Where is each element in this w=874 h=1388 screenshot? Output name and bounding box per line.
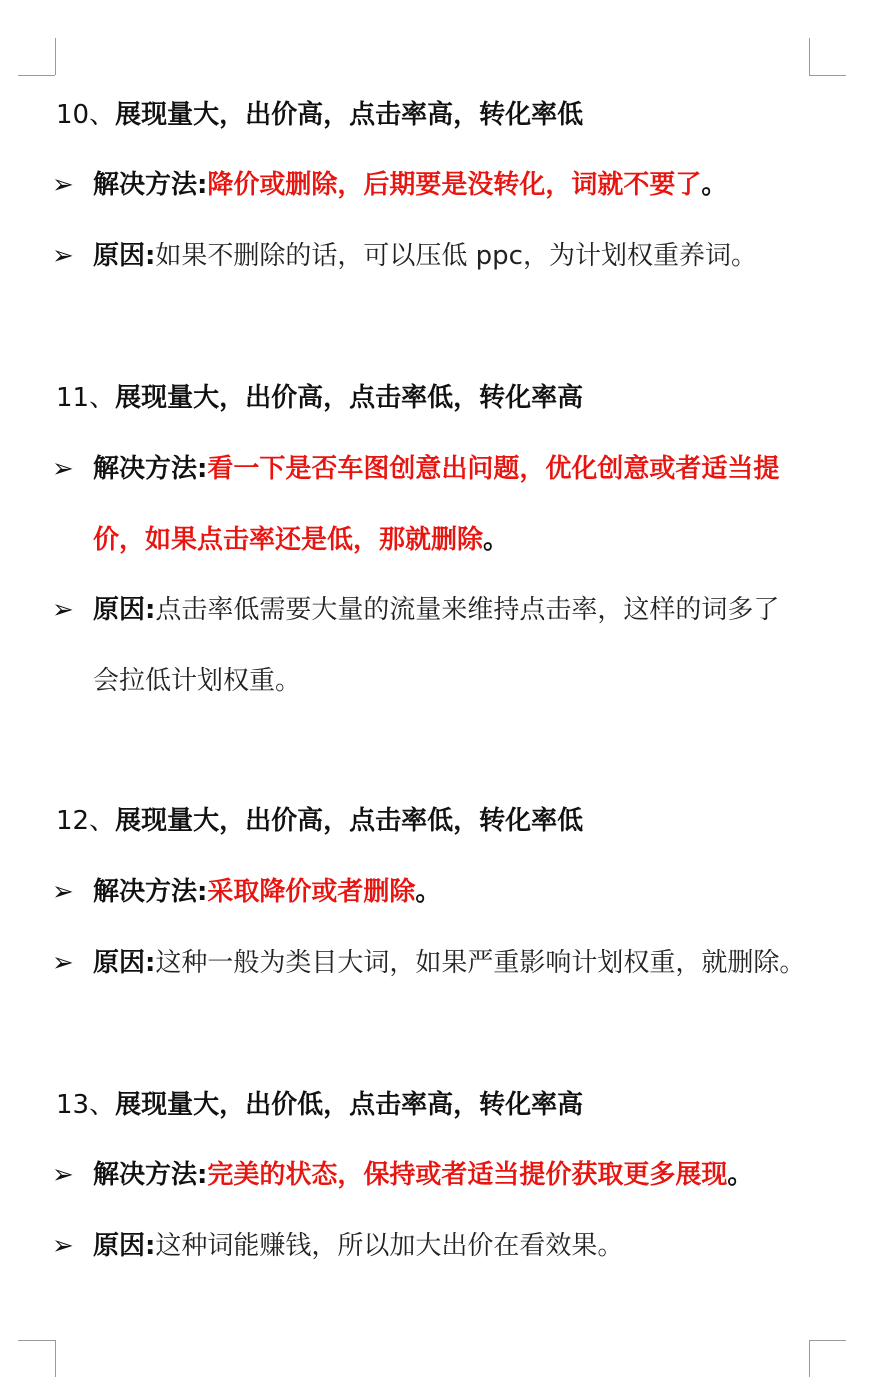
bullet-arrow-icon: ➢ — [52, 241, 74, 271]
section-title: 展现量大，出价高，点击率低，转化率低 — [115, 806, 584, 836]
crop-mark-top-right-h — [809, 75, 846, 76]
crop-mark-top-left-v — [55, 38, 56, 75]
bullet-arrow-icon: ➢ — [52, 595, 74, 625]
reason-line — [93, 1228, 623, 1264]
section-title: 展现量大，出价高，点击率低，转化率高 — [115, 383, 584, 413]
reason-text: 这种词能赚钱，所以加大出价在看效果。 — [155, 1231, 624, 1261]
section-heading — [56, 380, 583, 416]
solution-line — [93, 1157, 753, 1193]
solution-end: 。 — [727, 1160, 754, 1190]
reason-label: 原因: — [93, 948, 156, 978]
section-title: 展现量大，出价低，点击率高，转化率高 — [115, 1090, 584, 1120]
bullet-arrow-icon: ➢ — [52, 454, 74, 484]
bullet-arrow-icon: ➢ — [52, 1160, 74, 1190]
reason-line — [93, 238, 757, 274]
crop-mark-bottom-right-v — [809, 1340, 810, 1377]
crop-mark-top-left-h — [18, 75, 55, 76]
reason-text: 点击率低需要大量的流量来维持点击率，这样的词多了 — [155, 595, 780, 625]
solution-end: 。 — [701, 170, 728, 200]
section-heading — [56, 1087, 583, 1123]
crop-mark-bottom-right-h — [809, 1340, 846, 1341]
solution-end: 。 — [415, 877, 442, 907]
reason-line-continued — [93, 663, 301, 699]
section-number: 10、 — [56, 100, 116, 130]
solution-label: 解决方法: — [93, 170, 208, 200]
solution-label: 解决方法: — [93, 1160, 208, 1190]
crop-mark-bottom-left-h — [18, 1340, 55, 1341]
reason-text: 会拉低计划权重。 — [93, 666, 302, 696]
section-number: 11、 — [56, 383, 116, 413]
bullet-arrow-icon: ➢ — [52, 877, 74, 907]
bullet-arrow-icon: ➢ — [52, 948, 74, 978]
solution-label: 解决方法: — [93, 454, 208, 484]
solution-text: 完美的状态，保持或者适当提价获取更多展现 — [207, 1160, 728, 1190]
reason-label: 原因: — [93, 595, 156, 625]
solution-label: 解决方法: — [93, 877, 208, 907]
section-heading — [56, 97, 583, 133]
bullet-arrow-icon: ➢ — [52, 1231, 74, 1261]
reason-label: 原因: — [93, 1231, 156, 1261]
section-heading — [56, 803, 583, 839]
solution-line — [93, 167, 727, 203]
solution-line-continued — [93, 522, 509, 558]
section-number: 13、 — [56, 1090, 116, 1120]
solution-end: 。 — [483, 525, 510, 555]
solution-line — [93, 874, 441, 910]
reason-text: 这种一般为类目大词，如果严重影响计划权重，就删除。 — [155, 948, 806, 978]
bullet-arrow-icon: ➢ — [52, 170, 74, 200]
solution-text: 采取降价或者删除 — [207, 877, 416, 907]
reason-line — [93, 945, 805, 981]
section-number: 12、 — [56, 806, 116, 836]
solution-text: 看一下是否车图创意出问题，优化创意或者适当提 — [207, 454, 780, 484]
solution-line — [93, 451, 779, 487]
solution-text: 降价或删除，后期要是没转化，词就不要了 — [207, 170, 702, 200]
solution-text: 价，如果点击率还是低，那就删除 — [93, 525, 484, 555]
reason-text: 如果不删除的话，可以压低 ppc，为计划权重养词。 — [155, 241, 757, 271]
section-title: 展现量大，出价高，点击率高，转化率低 — [115, 100, 584, 130]
crop-mark-bottom-left-v — [55, 1340, 56, 1377]
reason-line — [93, 592, 779, 628]
reason-label: 原因: — [93, 241, 156, 271]
crop-mark-top-right-v — [809, 38, 810, 75]
